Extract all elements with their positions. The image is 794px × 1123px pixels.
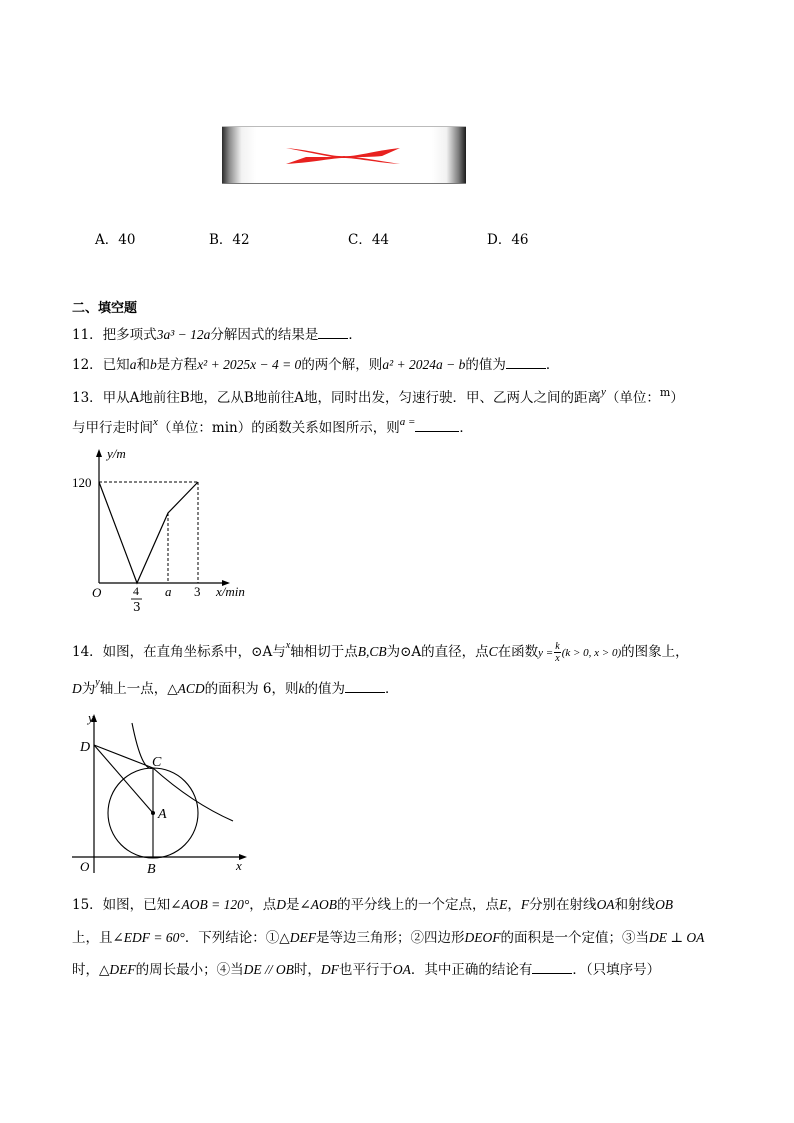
q15-l2c: 是等边三角形；②四边形 [315,930,465,946]
q12-b: b [149,357,157,372]
q15-angle: ∠AOB = 120° [170,897,250,912]
question-14-line2 [72,677,398,697]
q14-line1b: 轴相切于点 [290,644,358,660]
broken-image-x-icon [222,127,466,185]
question-13-line1 [72,386,684,406]
q12-end: ． [545,357,560,373]
q15-perp: DE ⊥ OA [648,930,705,945]
tick-frac-den-text: 3 [133,600,141,614]
y-axis-label: y/m [107,446,126,461]
q14-ACD: ACD [177,681,205,696]
q14-line1a: 14．如图，在直角坐标系中，⊙A与 [72,644,286,660]
point-a [151,811,155,815]
question-14-line1 [72,640,689,664]
q14-in-fn: 在函数 [497,644,539,660]
q11-tail: 分解因式的结果是 [210,327,319,343]
q14-frac-x: x [555,653,560,664]
label-y: y [88,710,94,725]
q13-unit: （单位： [605,390,660,406]
question-15-line2 [72,926,704,946]
label-d: D [80,740,91,755]
q15-edf: ∠EDF = 60° [112,930,185,945]
question-12 [72,353,559,373]
q14-line2b: 轴上一点，△ [99,681,178,697]
q14-line2c: 的面积为 6，则 [204,681,299,697]
q14-fraction [554,641,560,664]
q14-line2d: 的值为 [304,681,345,697]
q12-is-root: 是方程 [156,357,198,373]
question-11 [72,323,362,343]
q13-m: m [659,386,671,399]
q14-diam: 为⊙A的直径，点 [386,644,489,660]
q11-end: ． [348,327,362,343]
q14-C: C [488,644,498,659]
q14-x: x [285,640,291,651]
option-c: C．44 [348,232,390,248]
option-d: D．46 [487,232,529,248]
q15-l1e: ， [507,897,521,913]
q12-a: a [129,357,137,372]
q15-F: F [520,897,530,912]
q15-l1b: ，点 [249,897,277,913]
q12-value-of: 的值为 [465,357,506,373]
question-15-line3 [72,958,660,978]
q15-l3d: 也平行于 [338,962,393,978]
q13-line2a: 与甲行走时间 [72,420,153,436]
q14-answer-blank[interactable] [345,680,385,693]
q15-D: D [276,897,286,912]
tick-a: a [165,584,172,599]
y-axis-arrow-icon [96,449,102,457]
graph-13 [70,440,270,600]
q13-x: x [153,416,158,428]
label-x: x [236,858,242,873]
q15-par: DE // OB [243,962,294,977]
q15-OA: OA [596,897,615,912]
q15-l1f: 分别在射线 [529,897,597,913]
question-15-line1 [72,893,673,913]
segment-dc [94,745,153,768]
x-axis-label: x/min [216,584,245,599]
q12-expr: a² + 2024a − b [382,357,466,372]
q15-DEF2: DEF [109,962,136,977]
q15-E: E [499,897,508,912]
q12-num: 12．已知 [72,357,130,373]
q15-DEF: DEF [289,930,316,945]
tick-frac-num: 4 [133,584,139,598]
q15-OA2: OA [392,962,411,977]
graph-14 [72,708,252,878]
q13-y: y [601,386,606,398]
label-c: C [152,755,162,770]
q15-l3f: ．（只填序号） [572,962,661,978]
q13-end: ． [459,420,473,436]
q15-l1c: 是 [286,897,300,913]
q15-l1g: 和射线 [614,897,656,913]
q14-y: y [95,677,100,688]
q13-answer-blank[interactable] [415,419,459,432]
q15-angle2: ∠AOB [299,897,338,912]
q15-l3e: ．其中正确的结论有 [410,962,533,978]
label-o: O [80,859,90,874]
q15-l1a: 15．如图，已知 [72,897,171,913]
q15-l1d: 的平分线上的一个定点，点 [337,897,500,913]
q14-cond: (k > 0, x > 0) [561,647,622,659]
q13-a-eq: a = [399,416,416,428]
q14-D: D [72,681,82,696]
option-a: A．40 [95,232,136,248]
q15-l3c: 时， [293,962,321,978]
q15-answer-blank[interactable] [532,961,572,974]
question-13-line2 [72,416,473,436]
label-b: B [147,862,156,877]
q14-frac-k: k [555,641,560,652]
q15-l2a: 上，且 [72,930,113,946]
section-title: 二、填空题 [72,301,138,316]
tick-3: 3 [194,584,201,599]
q12-and: 和 [136,357,150,373]
q12-answer-blank[interactable] [506,356,546,369]
q14-k: k [298,681,305,696]
option-b: B．42 [209,232,250,248]
q14-line2a: 为 [81,681,96,697]
q15-l2b: ．下列结论：①△ [184,930,290,946]
label-a: A [158,807,167,822]
q14-fn-lhs: y = [538,647,554,659]
graph-line [99,482,198,583]
q12-two-roots: 的两个解，则 [301,357,383,373]
q11-expr: 3a³ − 12a [156,327,211,342]
q15-l2d: 的面积是一个定值；③当 [500,930,649,946]
q13-line1: 13．甲从A地前往B地，乙从B地前往A地，同时出发，匀速行驶．甲、乙两人之间的距离 [72,390,602,406]
q14-line1c: 的图象上， [621,644,689,660]
q11-num: 11．把多项式 [72,327,157,343]
q13-close: ） [670,390,684,406]
q15-l3b: 的周长最小；④当 [135,962,244,978]
q15-OB: OB [655,897,674,912]
q12-equation: x² + 2025x − 4 = 0 [197,357,302,372]
y-tick-120: 120 [72,475,92,490]
q15-DEOF: DEOF [464,930,501,945]
broken-image-placeholder [222,126,466,184]
q11-answer-blank[interactable] [318,326,348,339]
q15-DF: DF [320,962,339,977]
q14-end: ． [384,681,399,697]
q14-CB: CB [369,644,387,659]
q14-B: B, [357,644,370,659]
q15-l3a: 时，△ [72,962,110,978]
origin-label: O [92,585,102,600]
q13-line2b: （单位：min）的函数关系如图所示，则 [157,420,400,436]
segment-da [94,745,153,813]
